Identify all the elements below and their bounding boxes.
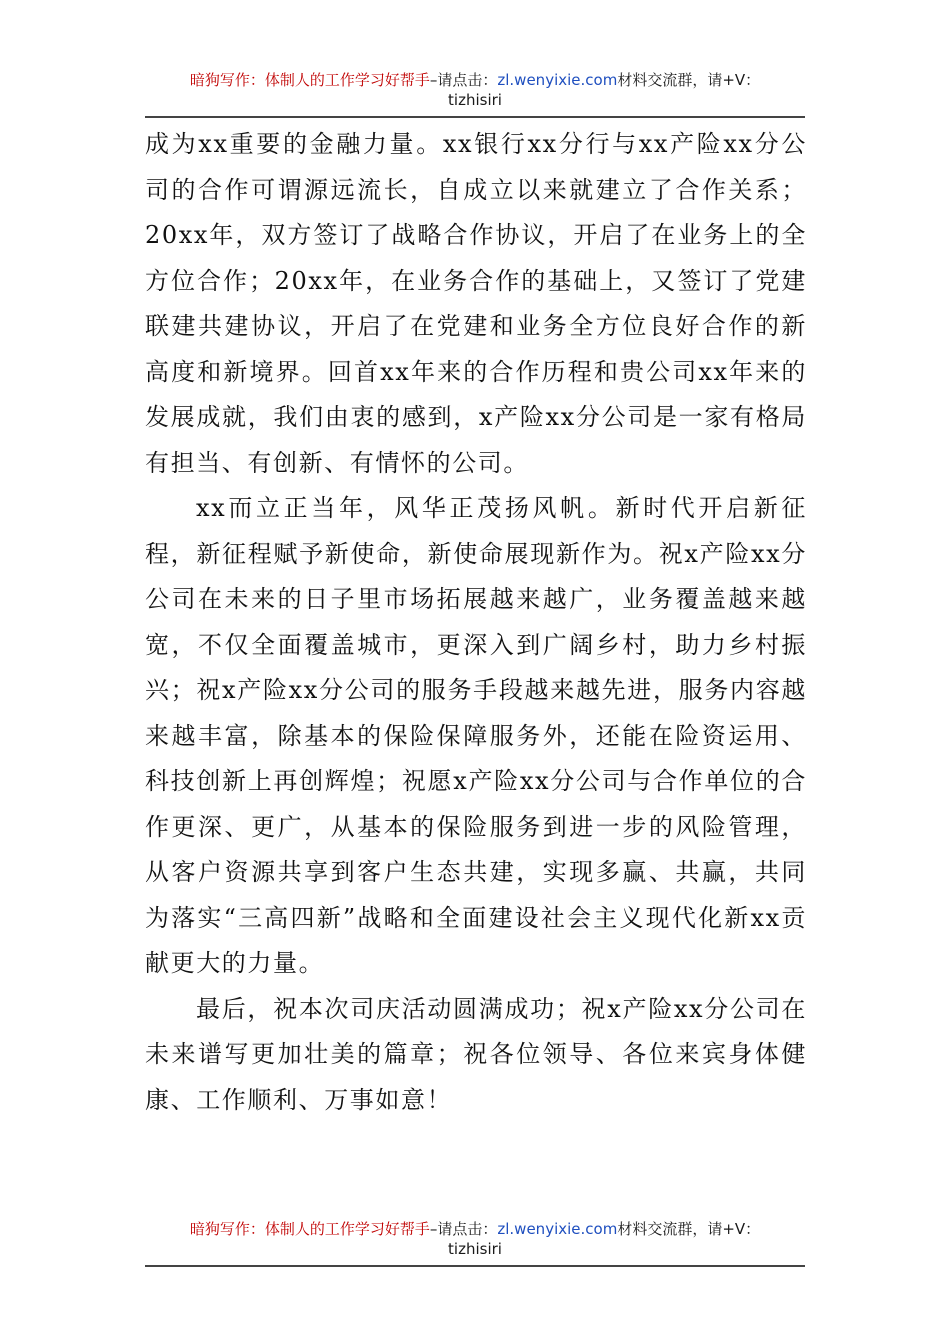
footer-prompt-text: –请点击： [429, 1220, 498, 1238]
header-brand-text: 暗狗写作：体制人的工作学习好帮手 [189, 71, 430, 89]
page-header [145, 70, 805, 110]
paragraph-3: 最后，祝本次司庆活动圆满成功；祝x产险xx分公司在未来谱写更加壮美的篇章；祝各位领导、各位来宾身体健康、工作顺利、万事如意！ [145, 994, 807, 1114]
document-body [145, 122, 807, 1123]
footer-url-link[interactable]: zl.wenyixie.com [497, 1220, 618, 1238]
footer-divider [145, 1265, 805, 1267]
header-url-link[interactable]: zl.wenyixie.com [497, 71, 618, 89]
header-divider [145, 116, 805, 118]
paragraph-1: 成为xx重要的金融力量。xx银行xx分行与xx产险xx分公司的合作可谓源远流长，自成立以来就建立了合作关系；20xx年，双方签订了战略合作协议，开启了在业务上的全方位合作；20xx年，在业务合作的基础上，又签订了党建联建共建协议，开启了在党建和业务全方位良好合作的新高度和新境界。回首xx年来的合作历程和贵公司xx年来的发展成就，我们由衷的感到，x产险xx分公司是一家有格局有担当、有创新、有情怀的公司。 [145, 130, 807, 477]
footer-wechat-id: tizhisiri [448, 1240, 502, 1258]
header-tail-text: 材料交流群，请+V： [617, 71, 761, 89]
footer-brand-text: 暗狗写作：体制人的工作学习好帮手 [189, 1220, 430, 1238]
footer-tail-text: 材料交流群，请+V： [617, 1220, 761, 1238]
header-prompt-text: –请点击： [429, 71, 498, 89]
paragraph-2: xx而立正当年，风华正茂扬风帆。新时代开启新征程，新征程赋予新使命，新使命展现新作为。祝x产险xx分公司在未来的日子里市场拓展越来越广，业务覆盖越来越宽，不仅全面覆盖城市，更深入到广阔乡村，助力乡村振兴；祝x产险xx分公司的服务手段越来越先进，服务内容越来越丰富，除基本的保险保障服务外，还能在险资运用、科技创新上再创辉煌；祝愿x产险xx分公司与合作单位的合作更深、更广，从基本的保险服务到进一步的风险管理，从客户资源共享到客户生态共建，实现多赢、共赢，共同为落实“三高四新”战略和全面建设社会主义现代化新xx贡献更大的力量。 [145, 494, 807, 977]
page-footer [145, 1219, 805, 1259]
header-wechat-id: tizhisiri [448, 91, 502, 109]
